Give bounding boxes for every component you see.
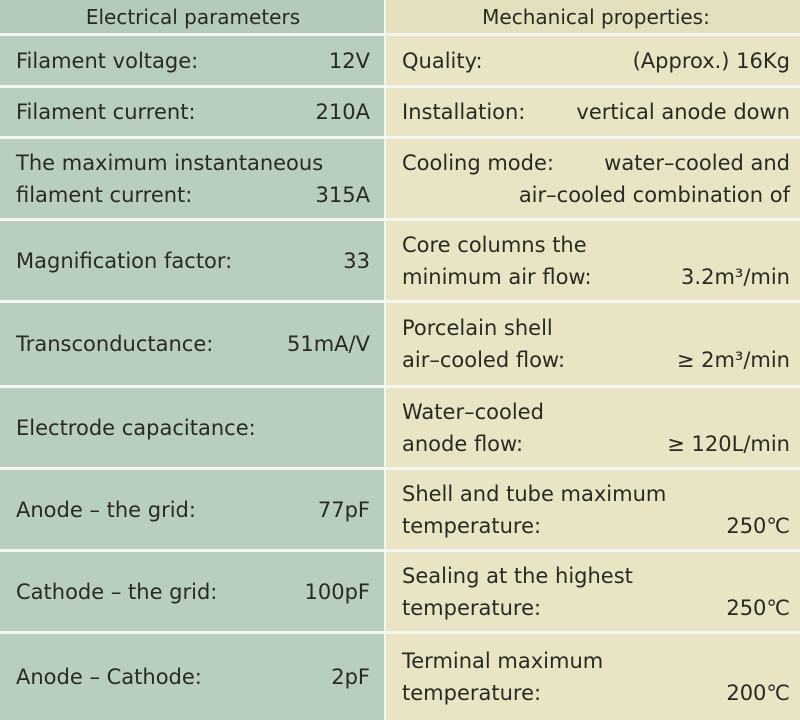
sealing-label-line2: temperature: <box>402 595 542 620</box>
cooling-mode-value-line2: air–cooled combination of <box>518 182 790 207</box>
water-cooled-value: ≥ 120L/min <box>667 431 790 456</box>
anode-cathode-value: 2pF <box>331 665 370 689</box>
anode-grid-row <box>0 470 386 552</box>
cooling-mode-label: Cooling mode: <box>402 150 554 175</box>
filament-current-row <box>0 88 386 139</box>
quality-row <box>386 36 800 88</box>
max-filament-current-label-line1: The maximum instantaneous <box>16 150 324 175</box>
magnification-row <box>0 221 386 303</box>
water-cooled-label-line1: Water–cooled <box>402 399 544 424</box>
transconductance-value: 51mA/V <box>287 332 370 356</box>
cathode-grid-row <box>0 552 386 634</box>
installation-value: vertical anode down <box>576 100 790 124</box>
transconductance-label: Transconductance: <box>16 332 214 356</box>
porcelain-shell-value: ≥ 2m³/min <box>676 348 790 372</box>
core-columns-row <box>386 221 800 303</box>
magnification-value: 33 <box>343 248 370 273</box>
porcelain-shell-label-line1: Porcelain shell <box>402 316 553 340</box>
filament-voltage-label: Filament voltage: <box>16 48 199 73</box>
water-cooled-row <box>386 388 800 470</box>
electrical-header-text: Electrical parameters <box>85 4 301 29</box>
shell-tube-label-line1: Shell and tube maximum <box>402 481 667 506</box>
core-columns-label-line1: Core columns the <box>402 232 587 257</box>
terminal-row <box>386 634 800 720</box>
magnification-label: Magnification factor: <box>16 248 233 273</box>
sealing-row <box>386 552 800 634</box>
electrode-capacitance-row <box>0 388 386 470</box>
max-filament-current-label-line2: filament current: <box>16 182 193 207</box>
filament-current-value: 210A <box>315 100 370 124</box>
quality-label: Quality: <box>402 48 483 73</box>
anode-grid-value: 77pF <box>317 497 370 522</box>
installation-label: Installation: <box>402 100 526 124</box>
filament-current-label: Filament current: <box>16 100 196 124</box>
water-cooled-label-line2: anode flow: <box>402 431 524 456</box>
terminal-value: 200℃ <box>726 681 790 705</box>
cathode-grid-value: 100pF <box>304 579 370 604</box>
porcelain-shell-label-line2: air–cooled flow: <box>402 348 566 372</box>
max-filament-current-row <box>0 139 386 221</box>
anode-cathode-label: Anode – Cathode: <box>16 665 202 689</box>
sealing-value: 250℃ <box>726 595 790 620</box>
terminal-label-line1: Terminal maximum <box>402 649 604 673</box>
mechanical-properties-header <box>386 0 800 36</box>
shell-tube-row <box>386 470 800 552</box>
terminal-label-line2: temperature: <box>402 681 542 705</box>
filament-voltage-row <box>0 36 386 88</box>
electrical-parameters-header <box>0 0 386 36</box>
anode-cathode-row <box>0 634 386 720</box>
max-filament-current-value: 315A <box>315 182 370 207</box>
anode-grid-label: Anode – the grid: <box>16 497 196 522</box>
core-columns-label-line2: minimum air flow: <box>402 264 592 289</box>
shell-tube-label-line2: temperature: <box>402 513 542 538</box>
filament-voltage-value: 12V <box>328 48 370 73</box>
cooling-mode-value-line1: water–cooled and <box>604 150 790 175</box>
quality-value: (Approx.) 16Kg <box>632 48 790 73</box>
installation-row <box>386 88 800 139</box>
transconductance-row <box>0 303 386 388</box>
sealing-label-line1: Sealing at the highest <box>402 563 633 588</box>
cooling-mode-row <box>386 139 800 221</box>
porcelain-shell-row <box>386 303 800 388</box>
mechanical-header-text: Mechanical properties: <box>482 4 710 29</box>
cathode-grid-label: Cathode – the grid: <box>16 579 218 604</box>
electrode-capacitance-label: Electrode capacitance: <box>16 415 256 440</box>
core-columns-value: 3.2m³/min <box>681 264 790 289</box>
shell-tube-value: 250℃ <box>726 513 790 538</box>
